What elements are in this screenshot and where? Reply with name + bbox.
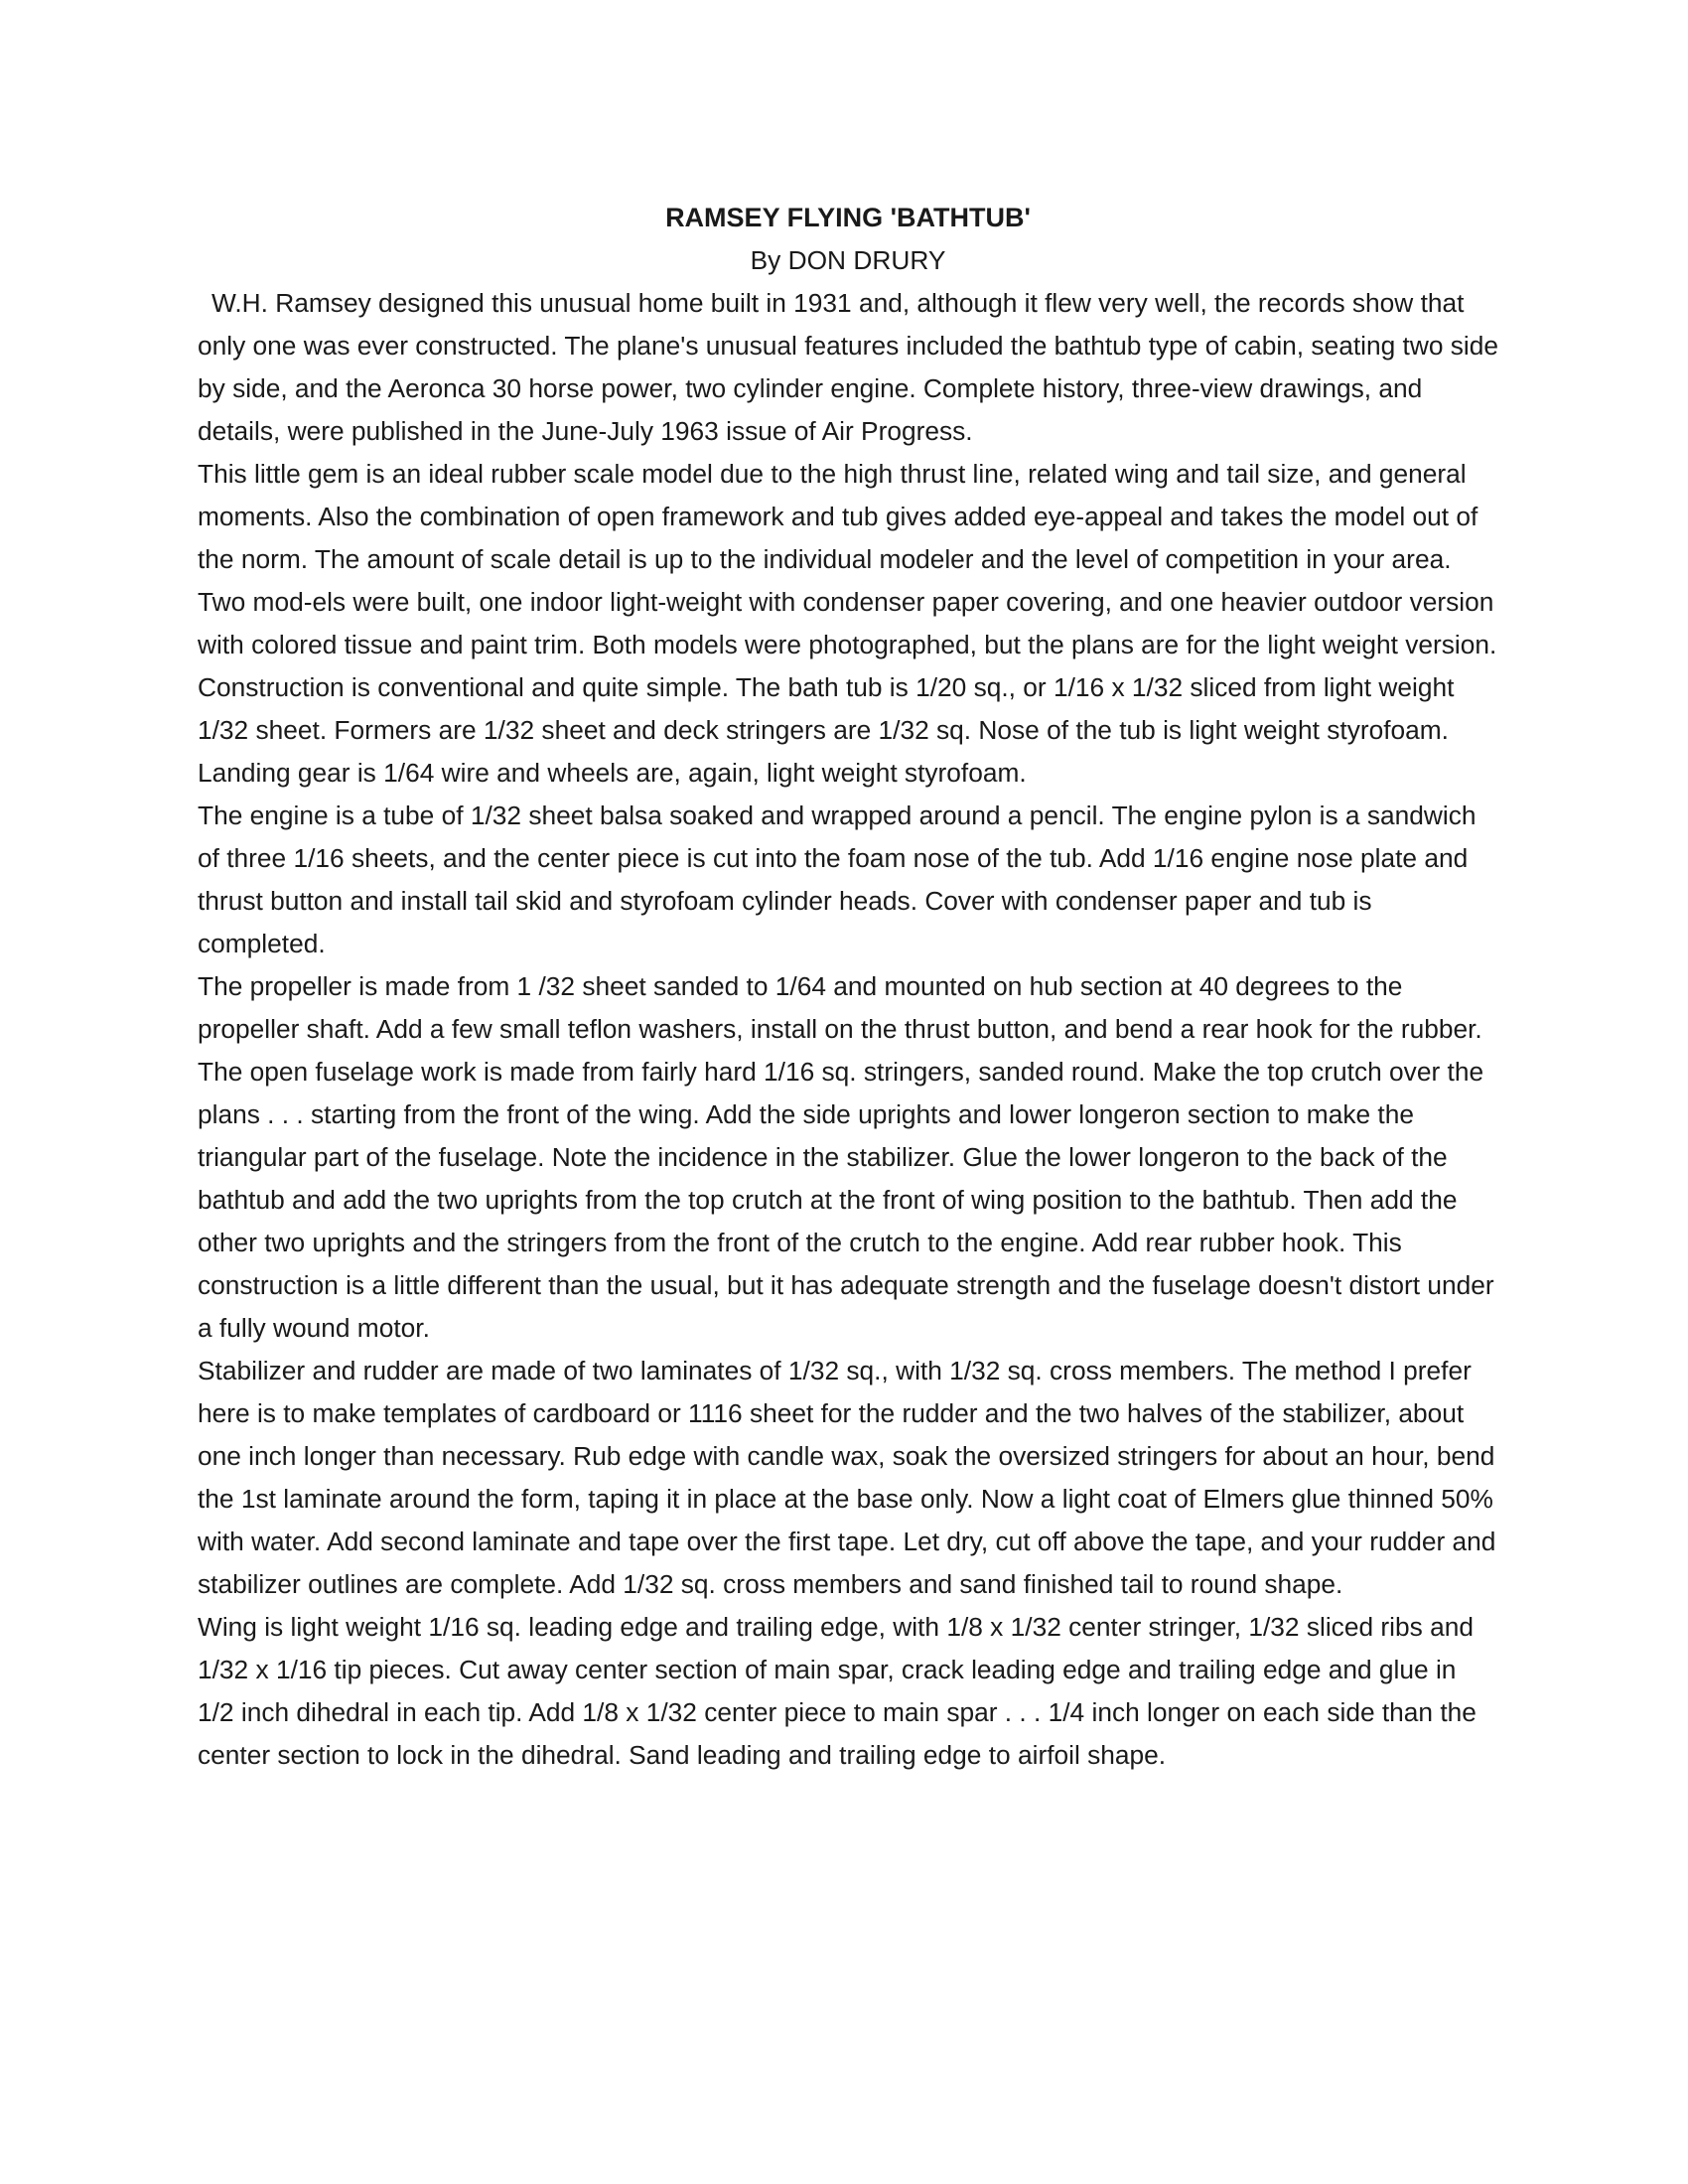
paragraph-propeller: The propeller is made from 1 /32 sheet sanded to 1/64 and mounted on hub section at 40 degrees to the propeller shaft. Add a few small teflon washers, install on the thrust button, and bend a rear hook for the rubber. — [198, 971, 1482, 1044]
paragraph-history: W.H. Ramsey designed this unusual home built in 1931 and, although it flew very well, the records show that only one was ever constructed. The plane's unusual features included the bathtub type of cabin, seating two side by side, and the Aeronca 30 horse power, two cylinder engine. Complete history, three-view drawings, and details, were published in the June-July 1963 issue of Air Progress. — [198, 288, 1498, 446]
paragraph-construction: Construction is conventional and quite simple. The bath tub is 1/20 sq., or 1/16 x 1/32 sliced from light weight 1/32 sheet. Formers are 1/32 sheet and deck stringers are 1/32 sq. Nose of the tub is light weight styrofoam. Landing gear is 1/64 wire and wheels are, again, light weight styrofoam. — [198, 672, 1455, 788]
paragraph-fuselage: The open fuselage work is made from fairly hard 1/16 sq. stringers, sanded round. Make the top crutch over the plans . . . starting from the front of the wing. Add the side uprights and lower longeron section to make the triangular part of the fuselage. Note the incidence in the stabilizer. Glue the lower longeron to the back of the bathtub and add the two uprights from the top crutch at the front of wing position to the bathtub. Then add the other two uprights and the stringers from the front of the crutch to the engine. Add rear rubber hook. This construction is a little different than the usual, but it has adequate strength and the fuselage doesn't distort under a fully wound motor. — [198, 1057, 1494, 1343]
article-title: RAMSEY FLYING 'BATHTUB' — [665, 203, 1031, 232]
article-body — [198, 197, 1498, 1777]
paragraph-tail: Stabilizer and rudder are made of two laminates of 1/32 sq., with 1/32 sq. cross members. The method I prefer here is to make templates of cardboard or 1116 sheet for the rudder and the two halves of the stabilizer, about one inch longer than necessary. Rub edge with candle wax, soak the oversized stringers for about an hour, bend the 1st laminate around the form, taping it in place at the base only. Now a light coat of Elmers glue thinned 50% with water. Add second laminate and tape over the first tape. Let dry, cut off above the tape, and your rudder and stabilizer outlines are complete. Add 1/32 sq. cross members and sand finished tail to round shape. — [198, 1356, 1496, 1599]
article-byline: By DON DRURY — [750, 245, 946, 275]
paragraph-wing: Wing is light weight 1/16 sq. leading edge and trailing edge, with 1/8 x 1/32 center stringer, 1/32 sliced ribs and 1/32 x 1/16 tip pieces. Cut away center section of main spar, crack leading edge and trailing edge and glue in 1/2 inch dihedral in each tip. Add 1/8 x 1/32 center piece to main spar . . . 1/4 inch longer on each side than the center section to lock in the dihedral. Sand leading and trailing edge to airfoil shape. — [198, 1612, 1477, 1770]
paragraph-model-overview: This little gem is an ideal rubber scale model due to the high thrust line, related wing and tail size, and general moments. Also the combination of open framework and tub gives added eye-appeal and takes the model out of the norm. The amount of scale detail is up to the individual modeler and the level of competition in your area. Two mod-els were built, one indoor light-weight with condenser paper covering, and one heavier outdoor version with colored tissue and paint trim. Both models were photographed, but the plans are for the light weight version. — [198, 459, 1497, 659]
paragraph-engine: The engine is a tube of 1/32 sheet balsa soaked and wrapped around a pencil. The engine pylon is a sandwich of three 1/16 sheets, and the center piece is cut into the foam nose of the tub. Add 1/16 engine nose plate and thrust button and install tail skid and styrofoam cylinder heads. Cover with condenser paper and tub is completed. — [198, 801, 1477, 958]
